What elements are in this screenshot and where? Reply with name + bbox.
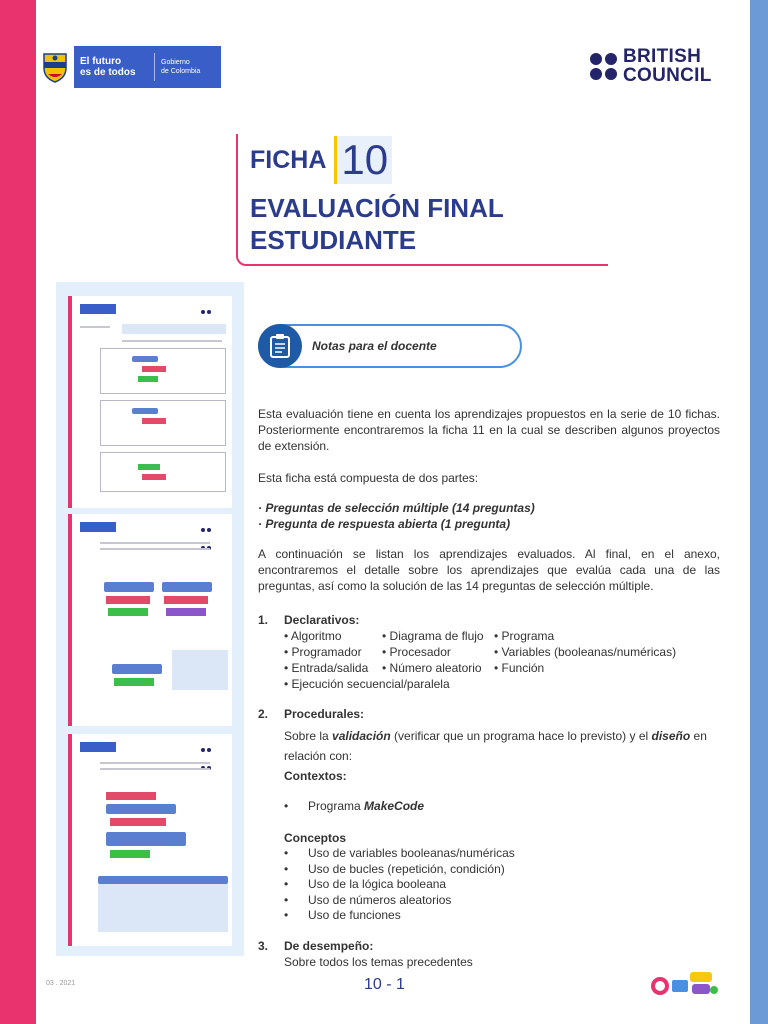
list-item: • Procesador: [382, 645, 451, 659]
section-3-text: Sobre todos los temas precedentes: [284, 955, 473, 969]
list-item: • Uso de variables booleanas/numéricas: [284, 846, 515, 860]
page-title-line1: EVALUACIÓN FINAL: [250, 193, 504, 223]
conceptos-list: [258, 846, 720, 924]
gov-divider: [154, 53, 155, 81]
programacion-logo-icon: [648, 966, 720, 1000]
section-procedurales: [258, 706, 720, 924]
list-item: • Entrada/salida: [284, 661, 369, 675]
validacion-term: validación: [332, 729, 391, 743]
left-accent-bar: [0, 0, 36, 1024]
thumbnail-page-2: [68, 514, 232, 726]
part-2-item: · Pregunta de respuesta abierta (1 pregunta): [258, 517, 511, 531]
title-block: [236, 134, 608, 266]
bc-name-line1: BRITISH: [623, 46, 702, 67]
parts-intro: Esta ficha está compuesta de dos partes:: [258, 471, 479, 485]
diseno-term: diseño: [651, 729, 691, 743]
list-item: • Uso de la lógica booleana: [284, 877, 447, 891]
section-1-title: Declarativos:: [284, 613, 360, 627]
right-accent-bar: [750, 0, 768, 1024]
gov-slogan-line1: El futuro: [80, 56, 122, 67]
page-title-line2: ESTUDIANTE: [250, 225, 417, 255]
procedurales-description: Sobre la validación (verificar que un programa hace lo previsto) y el diseño en relación con:: [284, 729, 707, 763]
page-number: 10 - 1: [364, 976, 405, 993]
british-council-dots-icon: [590, 53, 617, 80]
part-1-item: · Preguntas de selección múltiple (14 preguntas): [258, 501, 535, 515]
ficha-label: FICHA: [250, 145, 327, 174]
conceptos-heading: Conceptos: [284, 831, 347, 845]
section-3-title: De desempeño:: [284, 939, 374, 953]
continuation-paragraph: A continuación se listan los aprendizajes evaluados. Al final, en el anexo, encontraremos el detalle sobre los aprendizajes que evalúa cada una de las preguntas, así como la solución de las 14 preguntas de selección múltiple.: [258, 547, 720, 593]
list-item: • Diagrama de flujo: [382, 629, 484, 643]
list-item: • Ejecución secuencial/paralela: [284, 677, 450, 691]
section-1-number: 1.: [258, 613, 269, 627]
colombia-seal-icon: [36, 46, 74, 88]
bc-name-line2: COUNCIL: [623, 65, 712, 86]
clipboard-icon: [258, 324, 302, 368]
list-item: • Programa: [494, 629, 555, 643]
list-item: • Algoritmo: [284, 629, 342, 643]
list-item: • Función: [494, 661, 545, 675]
list-item: • Variables (booleanas/numéricas): [494, 645, 677, 659]
declarativos-list: [284, 628, 720, 676]
gov-name-line1: Gobierno: [161, 59, 190, 66]
list-item: • Número aleatorio: [382, 661, 482, 675]
ficha-number: 10: [334, 136, 392, 184]
list-item: • Uso de funciones: [284, 908, 401, 922]
section-3-number: 3.: [258, 939, 269, 953]
page-title: [250, 192, 590, 256]
section-declarativos: [258, 612, 720, 692]
gobierno-colombia-logo: [36, 46, 221, 88]
intro-paragraph: Esta evaluación tiene en cuenta los aprendizajes propuestos en la serie de 10 fichas. Posteriormente encontraremos la ficha 11 en la cual se describen algunos proyectos de extensión.: [258, 407, 720, 453]
list-item: • Programa MakeCode: [284, 799, 425, 813]
teacher-notes-banner: [258, 324, 522, 368]
british-council-logo: [590, 47, 712, 85]
section-2-title: Procedurales:: [284, 707, 365, 721]
list-item: • Programador: [284, 645, 362, 659]
contextos-heading: Contextos:: [284, 769, 347, 783]
page-thumbnails-column: [56, 282, 244, 956]
thumbnail-page-1: [68, 296, 232, 508]
footer-date: 03 . 2021: [46, 980, 76, 987]
section-2-number: 2.: [258, 707, 269, 721]
notes-label: Notas para el docente: [312, 339, 437, 353]
list-item: • Uso de números aleatorios: [284, 892, 452, 907]
gov-slogan-line2: es de todos: [80, 67, 136, 78]
thumbnail-page-3: [68, 734, 232, 946]
list-item: • Uso de bucles (repetición, condición): [284, 861, 505, 876]
gov-name-line2: de Colombia: [161, 68, 201, 75]
